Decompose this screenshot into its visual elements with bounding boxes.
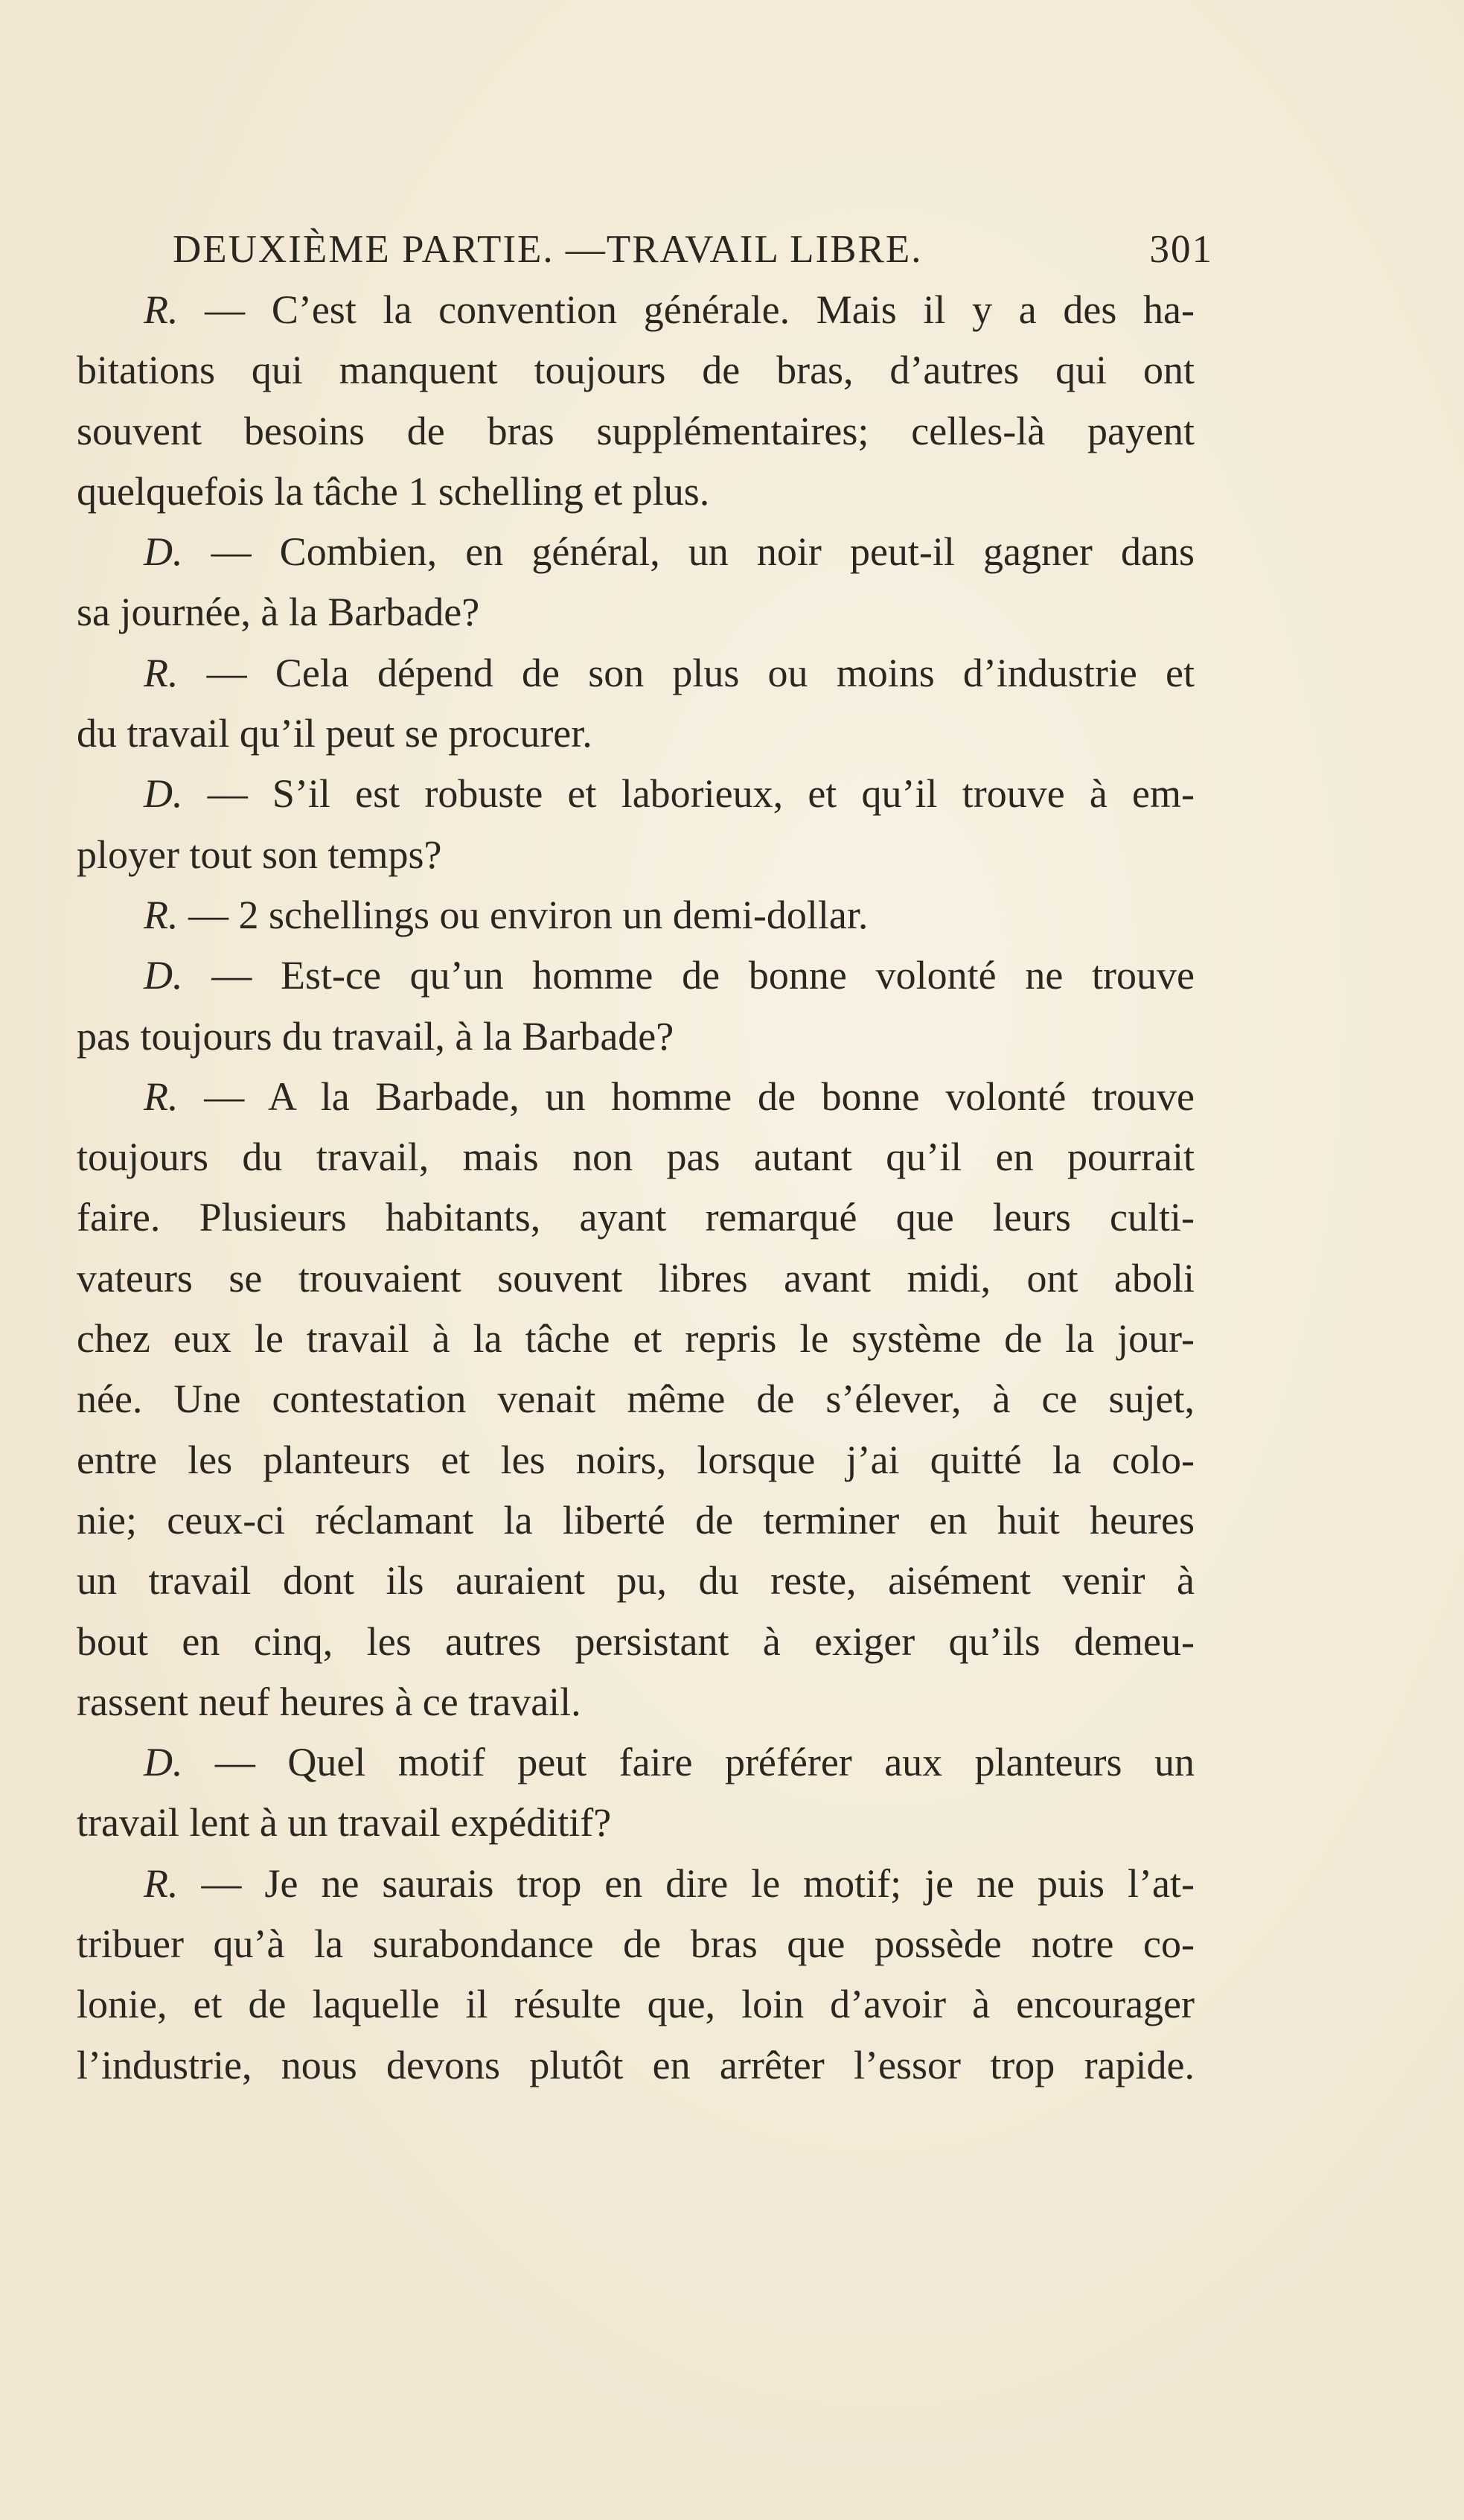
text-line bbox=[77, 945, 1195, 1006]
line-text: tribuer qu’à la surabondance de bras que possède notre co- bbox=[77, 1921, 1195, 1967]
text-line bbox=[77, 885, 1195, 945]
line-text: sa journée, à la Barbade? bbox=[77, 590, 480, 635]
line-text: — Quel motif peut faire préférer aux planteurs un bbox=[182, 1740, 1195, 1785]
speaker-label: R. bbox=[144, 1074, 179, 1119]
speaker-label: R. bbox=[144, 892, 179, 937]
text-line bbox=[77, 1369, 1195, 1429]
text-line bbox=[77, 1732, 1195, 1793]
speaker-label: D. bbox=[144, 771, 183, 817]
line-text: lonie, et de laquelle il résulte que, loin d’avoir à encourager bbox=[77, 1982, 1195, 2027]
line-text: travail lent à un travail expéditif? bbox=[77, 1800, 612, 1846]
line-text: vateurs se trouvaient souvent libres avant midi, ont aboli bbox=[77, 1255, 1195, 1301]
line-text: bitations qui manquent toujours de bras, d’autres qui ont bbox=[77, 348, 1195, 393]
text-line bbox=[77, 2035, 1195, 2096]
line-text: nie; ceux-ci réclamant la liberté de terminer en huit heures bbox=[77, 1497, 1195, 1543]
text-line bbox=[77, 1187, 1195, 1248]
text-line bbox=[77, 1007, 1195, 1067]
text-line bbox=[77, 462, 1195, 522]
running-title: DEUXIÈME PARTIE. —TRAVAIL LIBRE. bbox=[173, 228, 923, 271]
speaker-label: D. bbox=[144, 953, 183, 998]
speaker-label: R. bbox=[144, 650, 179, 695]
text-line bbox=[77, 1490, 1195, 1551]
text-line bbox=[77, 401, 1195, 462]
text-line bbox=[77, 280, 1195, 340]
line-text: — 2 schellings ou environ un demi-dollar. bbox=[178, 892, 869, 937]
speaker-label: R. bbox=[144, 287, 179, 332]
speaker-label: R. bbox=[144, 1860, 179, 1906]
text-line bbox=[77, 340, 1195, 401]
text-line bbox=[77, 764, 1195, 824]
page-number: 301 bbox=[1149, 228, 1213, 271]
text-line bbox=[77, 1793, 1195, 1853]
running-header bbox=[173, 220, 1213, 279]
text-line bbox=[77, 1854, 1195, 1914]
line-text: — Combien, en général, un noir peut-il gagner dans bbox=[182, 529, 1195, 575]
text-line bbox=[77, 643, 1195, 704]
text-line bbox=[77, 1127, 1195, 1187]
text-line bbox=[77, 1067, 1195, 1127]
line-text: — C’est la convention générale. Mais il y a des ha- bbox=[178, 287, 1195, 332]
text-line bbox=[77, 582, 1195, 642]
line-text: chez eux le travail à la tâche et repris le système de la jour- bbox=[77, 1316, 1195, 1362]
speaker-label: D. bbox=[144, 529, 183, 575]
text-line bbox=[77, 1612, 1195, 1672]
line-text: du travail qu’il peut se procurer. bbox=[77, 711, 592, 756]
line-text: entre les planteurs et les noirs, lorsque j’ai quitté la colo- bbox=[77, 1437, 1195, 1482]
text-line bbox=[77, 522, 1195, 582]
line-text: — Est-ce qu’un homme de bonne volonté ne trouve bbox=[182, 953, 1195, 998]
line-text: — S’il est robuste et laborieux, et qu’il trouve à em- bbox=[182, 771, 1195, 817]
text-line bbox=[77, 1551, 1195, 1611]
line-text: rassent neuf heures à ce travail. bbox=[77, 1679, 581, 1724]
line-text: faire. Plusieurs habitants, ayant remarqué que leurs culti- bbox=[77, 1195, 1195, 1240]
line-text: ployer tout son temps? bbox=[77, 832, 442, 877]
line-text: quelquefois la tâche 1 schelling et plus. bbox=[77, 468, 710, 514]
line-text: — Je ne saurais trop en dire le motif; je ne puis l’at- bbox=[178, 1860, 1195, 1906]
text-line bbox=[77, 1914, 1195, 1974]
line-text: souvent besoins de bras supplémentaires; celles-là payent bbox=[77, 408, 1195, 453]
line-text: un travail dont ils auraient pu, du reste, aisément venir à bbox=[77, 1558, 1195, 1604]
line-text: toujours du travail, mais non pas autant qu’il en pourrait bbox=[77, 1135, 1195, 1180]
line-text: l’industrie, nous devons plutôt en arrêter l’essor trop rapide. bbox=[77, 2042, 1195, 2087]
line-text: pas toujours du travail, à la Barbade? bbox=[77, 1013, 674, 1059]
line-text: — Cela dépend de son plus ou moins d’industrie et bbox=[178, 650, 1195, 695]
line-text: bout en cinq, les autres persistant à exiger qu’ils demeu- bbox=[77, 1618, 1195, 1664]
text-line bbox=[77, 825, 1195, 885]
text-line bbox=[77, 1430, 1195, 1490]
speaker-label: D. bbox=[144, 1740, 183, 1785]
text-line bbox=[77, 1248, 1195, 1309]
text-line bbox=[77, 704, 1195, 764]
line-text: née. Une contestation venait même de s’élever, à ce sujet, bbox=[77, 1377, 1195, 1422]
text-line bbox=[77, 1309, 1195, 1369]
text-line bbox=[77, 1672, 1195, 1732]
line-text: — A la Barbade, un homme de bonne volonté trouve bbox=[178, 1074, 1195, 1119]
body-text bbox=[77, 280, 1195, 2096]
text-line bbox=[77, 1974, 1195, 2035]
